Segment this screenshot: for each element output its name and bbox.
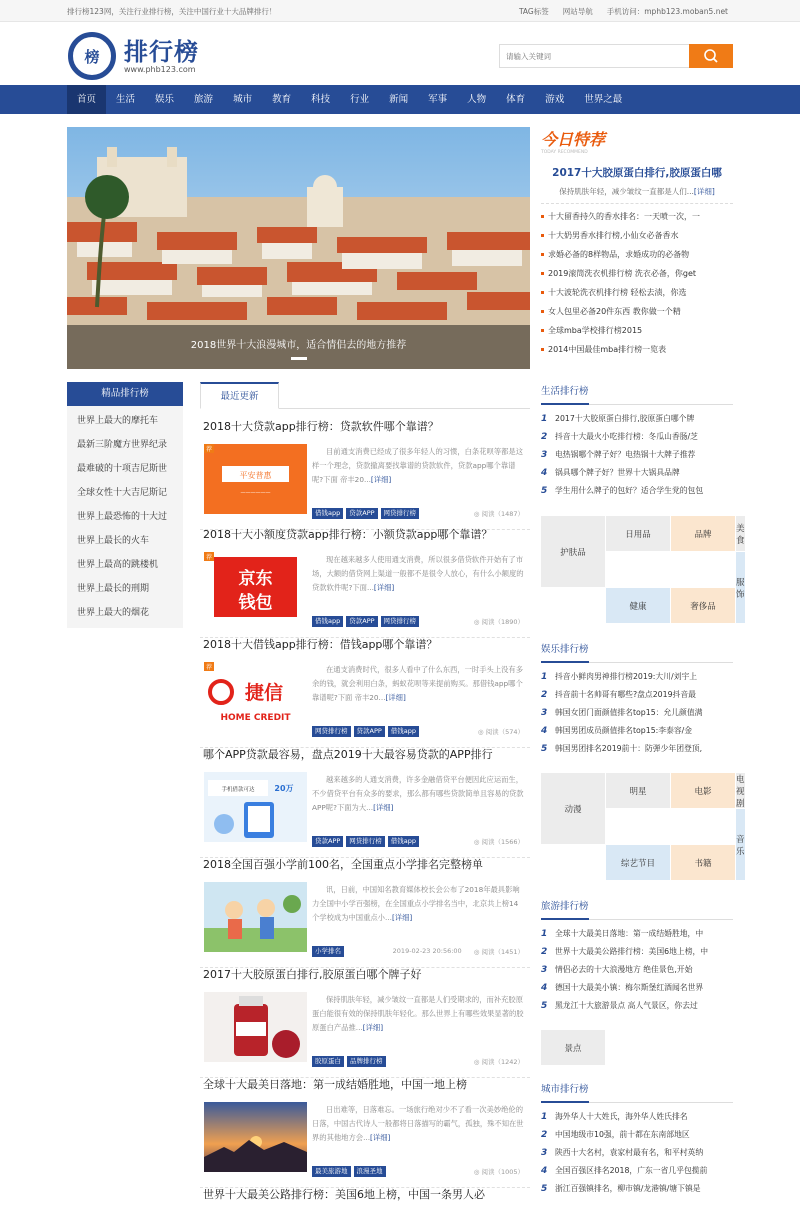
rank-number: 5 xyxy=(541,1001,548,1011)
rank-item[interactable] xyxy=(541,1162,733,1180)
post-item xyxy=(200,1186,530,1204)
nav-item[interactable]: 游戏 xyxy=(545,94,565,105)
post-excerpt xyxy=(312,883,524,925)
post-tags xyxy=(312,1056,386,1067)
post-tags xyxy=(312,836,419,847)
post-excerpt xyxy=(312,993,524,1035)
featured-item[interactable]: 世界上最高的跳楼机 xyxy=(77,560,159,570)
search-input[interactable] xyxy=(499,44,689,68)
rank-item-label: 陕西十大名村，袁家村最有名，和平村英纳 xyxy=(555,1148,704,1157)
today-item[interactable]: 全球mba学校排行榜2015 xyxy=(541,321,733,340)
site-slogan: 排行榜123网，关注行业排行榜，关注中国行业十大品牌排行！ xyxy=(67,7,277,16)
post-item xyxy=(200,636,530,736)
nav-item[interactable]: 首页 xyxy=(67,85,106,114)
post-item xyxy=(200,966,530,1066)
rank-item-label: 韩国男团排名2019前十：防弹少年团登顶, xyxy=(555,744,703,753)
rank-number: 2 xyxy=(541,690,548,700)
paren: （ xyxy=(494,1058,501,1066)
rank-number: 5 xyxy=(541,744,548,754)
rank-number: 5 xyxy=(541,1184,548,1194)
today-item[interactable]: 2019滚筒洗衣机排行榜 洗衣必备，你get xyxy=(541,264,733,283)
rank-number: 2 xyxy=(541,947,548,957)
post-title[interactable]: 世界十大最美公路排行榜：美国6地上榜，中国一条男人必 xyxy=(203,1188,485,1201)
travel-rank-title: 旅游排行榜 xyxy=(541,897,733,920)
rank-number: 5 xyxy=(541,486,548,496)
nav-item[interactable]: 世界之最 xyxy=(584,94,623,105)
rank-item[interactable] xyxy=(541,410,733,428)
travel-category-grid xyxy=(541,1030,733,1065)
site-logo[interactable] xyxy=(68,32,199,80)
rank-number: 2 xyxy=(541,432,548,442)
today-title[interactable]: 2017十大胶原蛋白排行,胶原蛋白哪 xyxy=(552,167,722,179)
paren: ） xyxy=(517,728,524,736)
today-item[interactable]: 求婚必备的8样物品，求婚成功的必备物 xyxy=(541,245,733,264)
rank-number: 2 xyxy=(541,1130,548,1140)
detail-link[interactable]: [详细] xyxy=(362,1023,384,1032)
views-label: 阅读 xyxy=(481,948,495,956)
ent-rank-title: 娱乐排行榜 xyxy=(541,640,733,663)
detail-link[interactable]: [详细] xyxy=(391,913,413,922)
rank-item-label: 抖音十大最火小吃排行榜：冬瓜山香肠/芝 xyxy=(555,432,698,441)
rank-item-label: 学生用什么牌子的包好？适合学生党的包包 xyxy=(555,486,704,495)
cat-daily[interactable]: 日用品 xyxy=(606,516,670,551)
rank-item[interactable] xyxy=(541,997,733,1015)
detail-link[interactable]: [详细] xyxy=(373,583,395,592)
views-count: 1005 xyxy=(500,1168,518,1176)
rank-number: 3 xyxy=(541,450,548,460)
rank-number: 3 xyxy=(541,708,548,718)
rank-item-label: 全球十大最美日落地：第一成结婚胜地，中 xyxy=(555,929,704,938)
post-title[interactable]: 2017十大胶原蛋白排行,胶原蛋白哪个牌子好 xyxy=(203,968,422,981)
tag-link[interactable]: 借钱app xyxy=(388,836,419,847)
cat-variety[interactable]: 综艺节目 xyxy=(606,845,670,880)
today-item[interactable]: 十大奶男香水排行榜,小仙女必备香水 xyxy=(541,226,733,245)
eye-icon: ◎ xyxy=(473,948,482,956)
rank-item[interactable] xyxy=(541,925,733,943)
featured-item[interactable]: 最新三阶魔方世界纪录 xyxy=(77,440,168,450)
rank-item[interactable] xyxy=(541,740,733,758)
post-thumbnail[interactable] xyxy=(204,444,307,514)
rank-item-label: 德国十大最美小镇：梅尔斯堡红酒闻名世界 xyxy=(555,983,704,992)
rank-item[interactable] xyxy=(541,482,733,500)
paren: ） xyxy=(517,838,524,846)
post-item xyxy=(200,746,530,846)
cat-books[interactable]: 书籍 xyxy=(671,845,735,880)
rank-item[interactable] xyxy=(541,428,733,446)
post-meta xyxy=(474,1057,524,1066)
views-label: 阅读 xyxy=(481,510,495,518)
rank-item-label: 2017十大胶原蛋白排行,胶原蛋白哪个牌 xyxy=(555,414,695,423)
life-rank xyxy=(541,382,733,500)
tag-link[interactable]: 网贷排行榜 xyxy=(312,726,351,737)
post-thumbnail[interactable] xyxy=(204,882,307,952)
tag-link[interactable]: 借钱app xyxy=(388,726,419,737)
rank-number: 4 xyxy=(541,1166,548,1176)
post-tags xyxy=(312,946,344,957)
recent-updates xyxy=(200,382,530,1201)
cat-clothing[interactable]: 服饰 xyxy=(736,552,745,623)
nav-item[interactable]: 行业 xyxy=(350,94,370,105)
tag-link[interactable]: 网贷排行榜 xyxy=(346,836,385,847)
post-item xyxy=(200,418,530,518)
nav-item[interactable]: 新闻 xyxy=(389,94,409,105)
header xyxy=(0,22,800,85)
post-excerpt xyxy=(312,773,524,815)
rank-item[interactable] xyxy=(541,446,733,464)
today-item[interactable]: 女人包里必备20件东西 教你做一个精 xyxy=(541,302,733,321)
post-item xyxy=(200,1076,530,1176)
post-views xyxy=(478,727,524,736)
views-label: 阅读 xyxy=(485,728,499,736)
banner-caption[interactable]: 2018世界十大浪漫城市，适合情侣去的地方推荐 xyxy=(67,325,530,369)
svg-text:手机借款可达: 手机借款可达 xyxy=(221,787,255,793)
rank-number: 4 xyxy=(541,468,548,478)
featured-item[interactable]: 世界上最大的摩托车 xyxy=(77,416,159,426)
views-count: 1890 xyxy=(500,618,518,626)
post-views xyxy=(474,509,524,518)
paren: ） xyxy=(517,1058,524,1066)
nav-item[interactable]: 科技 xyxy=(311,94,331,105)
tag-link[interactable]: 品牌排行榜 xyxy=(347,1056,386,1067)
nav-item[interactable]: 城市 xyxy=(233,94,253,105)
search-button[interactable] xyxy=(689,44,733,68)
rank-item-label: 浙江百强镇排名，柳市镇/龙港镇/塘下镇是 xyxy=(555,1184,701,1193)
detail-link[interactable]: [详细] xyxy=(373,803,394,812)
paren: （ xyxy=(494,948,501,956)
featured-title: 精品排行榜 xyxy=(67,382,183,406)
rank-item[interactable] xyxy=(541,1144,733,1162)
ent-category-grid xyxy=(541,773,745,880)
featured-item[interactable]: 世界上最长的火车 xyxy=(77,536,150,546)
rank-number: 1 xyxy=(541,1112,548,1122)
featured-item[interactable]: 世界上最大的烟花 xyxy=(77,608,150,618)
post-meta xyxy=(474,1167,524,1176)
nav-item[interactable]: 生活 xyxy=(116,94,136,105)
post-excerpt xyxy=(312,445,524,487)
tag-link[interactable]: 贷款APP xyxy=(346,616,377,627)
detail-link[interactable]: [详细] xyxy=(385,693,406,702)
post-title[interactable]: 哪个APP贷款最容易，盘点2019十大最容易贷款的APP排行 xyxy=(203,748,493,761)
cat-star[interactable]: 明星 xyxy=(606,773,670,808)
post-excerpt xyxy=(312,1103,524,1145)
svg-text:京东: 京东 xyxy=(238,569,273,589)
views-count: 1487 xyxy=(500,510,518,518)
nav-item[interactable]: 军事 xyxy=(428,94,448,105)
logo-url: www.phb123.com xyxy=(124,64,196,74)
cat-luxury[interactable]: 奢侈品 xyxy=(671,588,735,623)
recommend-badge: 荐 xyxy=(206,554,213,561)
tab-recent[interactable]: 最近更新 xyxy=(200,382,279,409)
featured-item[interactable]: 世界上最恐怖的十大过 xyxy=(77,512,168,522)
tag-link[interactable]: TAG标签 xyxy=(518,7,549,16)
post-views xyxy=(474,837,524,846)
cat-food[interactable]: 美食 xyxy=(736,516,745,551)
tag-link[interactable]: 网贷排行榜 xyxy=(381,508,420,519)
svg-text:——————: —————— xyxy=(240,490,271,496)
cat-music[interactable]: 音乐 xyxy=(736,809,745,880)
tag-link[interactable]: 贷款APP xyxy=(312,836,343,847)
rank-number: 1 xyxy=(541,672,548,682)
today-recommend xyxy=(541,127,733,359)
logo-mark-icon: 榜 xyxy=(68,32,116,80)
rank-item-label: 世界十大最美公路排行榜：美国6地上榜，中 xyxy=(555,947,709,956)
rank-item[interactable] xyxy=(541,722,733,740)
recommend-badge: 荐 xyxy=(206,446,213,453)
excerpt-text: 保持肌肤年轻，减少皱纹一直都是人们受期求的，而补充胶原蛋白能很有效的保持肌肤年轻化。那么世界上有哪些效果显著的胶原蛋白产品推... xyxy=(312,995,524,1032)
tag-link[interactable]: 胶原蛋白 xyxy=(312,1056,344,1067)
rank-number: 4 xyxy=(541,983,548,993)
rank-item-label: 锅具哪个牌子好？世界十大锅具品牌 xyxy=(555,468,680,477)
paren: （ xyxy=(494,838,501,846)
rank-item[interactable] xyxy=(541,979,733,997)
post-views xyxy=(474,1167,524,1176)
excerpt-text: 在通支消费时代，很多人看中了什么东西，一时手头上没有多余的钱，就会利用白条，蚂蚁花呗等来提前购买。那借钱app哪个靠谱呢?下面 帝丰20... xyxy=(312,665,524,702)
rank-number: 3 xyxy=(541,1148,548,1158)
rank-number: 4 xyxy=(541,726,548,736)
views-label: 阅读 xyxy=(481,1058,495,1066)
cat-tv[interactable]: 电视剧 xyxy=(736,774,745,809)
recommend-badge: 荐 xyxy=(206,664,213,671)
rank-item[interactable] xyxy=(541,464,733,482)
post-title[interactable]: 2018十大借钱app排行榜：借钱app哪个靠谱？ xyxy=(203,638,438,651)
rank-item[interactable] xyxy=(541,686,733,704)
post-thumbnail[interactable] xyxy=(204,992,307,1062)
search-box xyxy=(499,44,733,68)
featured-item[interactable]: 全球女性十大吉尼斯记 xyxy=(77,488,168,498)
excerpt-text: 目前通支消费已经成了很多年轻人的习惯，白条花呗等都是这样一个理念，贷款撤离要找靠谱的贷款软件，贷款app哪个靠谱呢?下面 帝丰20... xyxy=(312,447,524,484)
today-item[interactable]: 十大波轮洗衣机排行榜 轻松去渍，你选 xyxy=(541,283,733,302)
post-thumbnail[interactable] xyxy=(204,552,307,622)
eye-icon: ◎ xyxy=(473,618,482,626)
detail-link[interactable]: [详细] xyxy=(370,1133,391,1142)
post-meta xyxy=(393,947,524,956)
life-rank-title: 生活排行榜 xyxy=(541,382,733,405)
rank-item[interactable] xyxy=(541,961,733,979)
search-icon xyxy=(703,48,719,64)
excerpt-text: 越来越多的人通支消费，许多金融借贷平台便因此应运而生，不少借贷平台有众多的要求，那么都有哪些贷款简单且容易的贷款APP呢?下面为大... xyxy=(312,775,524,812)
rank-number: 3 xyxy=(541,965,548,975)
today-logo: 今日特荐 TODAY RECOMMEND xyxy=(541,130,606,155)
post-meta xyxy=(478,727,524,736)
post-tags xyxy=(312,726,419,737)
tag-link[interactable]: 贷款APP xyxy=(354,726,385,737)
post-title[interactable]: 2018十大小额度贷款app排行榜：小额贷款app哪个靠谱？ xyxy=(203,528,493,541)
rank-item-label: 电热锅哪个牌子好？电热锅十大牌子推荐 xyxy=(555,450,696,459)
rank-item[interactable] xyxy=(541,1180,733,1198)
tag-link[interactable]: 网贷排行榜 xyxy=(381,616,420,627)
cat-movie[interactable]: 电影 xyxy=(671,773,735,808)
banner-slider[interactable] xyxy=(67,127,530,369)
mobile-link[interactable]: 手机访问：mphb123.moban5.net xyxy=(606,7,728,16)
paren: （ xyxy=(494,510,501,518)
logo-title: 排行榜 xyxy=(124,36,199,66)
post-title[interactable]: 全球十大最美日落地：第一成结婚胜地，中国一地上榜 xyxy=(203,1078,467,1091)
nav-item[interactable]: 教育 xyxy=(272,94,292,105)
rank-item-label: 抖音前十名帅哥有哪些?盘点2019抖音最 xyxy=(555,690,696,699)
eye-icon: ◎ xyxy=(473,510,482,518)
tag-link[interactable]: 浪漫圣地 xyxy=(354,1166,386,1177)
post-item xyxy=(200,526,530,626)
cat-skincare[interactable]: 护肤品 xyxy=(541,516,605,587)
paren: ） xyxy=(517,1168,524,1176)
rank-item[interactable] xyxy=(541,1126,733,1144)
post-meta xyxy=(474,617,524,626)
tag-link[interactable]: 小学排名 xyxy=(312,946,344,957)
detail-link[interactable]: [详细] xyxy=(693,187,715,196)
tag-link[interactable]: 贷款APP xyxy=(346,508,377,519)
post-views xyxy=(474,617,524,626)
cat-brand[interactable]: 品牌 xyxy=(671,516,735,551)
excerpt-text: 日出难等，日落难忘。一场旅行绝对少不了看一次美妙绝伦的日落，中国古代诗人一般都将日落描写的霸气，孤独，殊不知在世界的其他地方会... xyxy=(312,1105,524,1142)
cat-scenic[interactable]: 景点 xyxy=(541,1030,605,1065)
tag-link[interactable]: 最美旅游地 xyxy=(312,1166,351,1177)
today-item[interactable]: 2014中国最佳mba排行榜一览表 xyxy=(541,340,733,359)
svg-text:钱包: 钱包 xyxy=(238,593,273,613)
slider-indicator[interactable] xyxy=(291,357,307,360)
rank-item-label: 情侣必去的十大浪漫地方 绝佳景色,开始 xyxy=(555,965,693,974)
nav-item[interactable]: 娱乐 xyxy=(155,94,175,105)
top-bar xyxy=(0,0,800,22)
paren: （ xyxy=(498,728,506,736)
eye-icon: ◎ xyxy=(473,838,482,846)
post-meta xyxy=(474,837,524,846)
post-tags xyxy=(312,616,419,627)
views-label: 阅读 xyxy=(481,618,495,626)
cat-health[interactable]: 健康 xyxy=(606,588,670,623)
tag-link[interactable]: 借钱app xyxy=(312,616,343,627)
rank-item-label: 韩国女团门面颜值排名top15：允儿颜值满 xyxy=(555,708,703,717)
paren: ） xyxy=(517,510,524,518)
views-label: 阅读 xyxy=(481,838,495,846)
tag-link[interactable]: 借钱app xyxy=(312,508,343,519)
featured-item[interactable]: 世界上最长的刑期 xyxy=(77,584,150,594)
nav-item[interactable]: 体育 xyxy=(506,94,526,105)
post-thumbnail[interactable] xyxy=(204,662,307,732)
nav-item[interactable]: 人物 xyxy=(467,94,487,105)
city-rank xyxy=(541,1080,733,1198)
rank-item-label: 海外华人十大姓氏，海外华人姓氏排名 xyxy=(555,1112,688,1121)
eye-icon: ◎ xyxy=(477,728,486,736)
main-nav xyxy=(0,85,800,114)
paren: （ xyxy=(494,618,501,626)
svg-text:HOME CREDIT: HOME CREDIT xyxy=(220,713,291,723)
post-title[interactable]: 2018全国百强小学前100名，全国重点小学排名完整榜单 xyxy=(203,858,483,871)
nav-item[interactable]: 旅游 xyxy=(194,94,214,105)
post-title[interactable]: 2018十大贷款app排行榜：贷款软件哪个靠谱？ xyxy=(203,420,439,433)
post-meta xyxy=(474,509,524,518)
detail-link[interactable]: [详细] xyxy=(370,475,392,484)
rank-item-label: 全国百强区排名2018，广东一省几乎包揽前 xyxy=(555,1166,708,1175)
rank-item[interactable] xyxy=(541,943,733,961)
paren: （ xyxy=(494,1168,501,1176)
views-count: 1566 xyxy=(500,838,518,846)
rank-number: 1 xyxy=(541,414,548,424)
excerpt-text: 现在越来越多人使用通支消费，所以很多借贷软件开始有了市场，大额的借贷网上渠道一般都不是很令人放心，有什么小额度的贷款软件呢?下面... xyxy=(312,555,524,592)
rank-item-label: 中国地级市10强，前十都在东南部地区 xyxy=(555,1130,690,1139)
svg-text:平安普惠: 平安普惠 xyxy=(239,471,272,480)
site-nav-link[interactable]: 网站导航 xyxy=(562,7,593,16)
ent-rank xyxy=(541,640,733,758)
paren: ） xyxy=(517,948,524,956)
views-label: 阅读 xyxy=(481,1168,495,1176)
views-count: 1242 xyxy=(500,1058,518,1066)
views-count: 574 xyxy=(505,728,518,736)
featured-rank xyxy=(67,382,183,628)
views-count: 1451 xyxy=(500,948,518,956)
rank-item-label: 韩国男团成员颜值排名top15:李泰容/金 xyxy=(555,726,693,735)
post-thumbnail[interactable] xyxy=(204,772,307,842)
rank-number: 1 xyxy=(541,929,548,939)
excerpt-text: 讯，日前，中国知名教育媒体校长会公布了2018年最具影响力全国中小学百强榜，在全国重点小学排名当中，北京共上榜14个学校成为中国重点小... xyxy=(312,885,520,922)
rank-item[interactable] xyxy=(541,1108,733,1126)
svg-text:捷信: 捷信 xyxy=(244,682,284,704)
life-category-grid xyxy=(541,516,745,659)
post-tags xyxy=(312,1166,386,1177)
post-thumbnail[interactable] xyxy=(204,1102,307,1172)
rank-item-label: 抖音小鲜肉男神排行榜2019:大川/刘宇上 xyxy=(555,672,698,681)
paren: ） xyxy=(517,618,524,626)
post-excerpt xyxy=(312,663,524,705)
post-views xyxy=(474,947,524,956)
svg-text:20万: 20万 xyxy=(274,784,294,793)
eye-icon: ◎ xyxy=(473,1168,482,1176)
post-views xyxy=(474,1057,524,1066)
rank-item[interactable] xyxy=(541,668,733,686)
travel-rank xyxy=(541,897,733,1015)
city-rank-title: 城市排行榜 xyxy=(541,1080,733,1103)
eye-icon: ◎ xyxy=(473,1058,482,1066)
post-item xyxy=(200,856,530,956)
today-desc: 保持肌肤年轻，减少皱纹一直都是人们...[详细] xyxy=(541,186,733,204)
post-tags xyxy=(312,508,419,519)
post-excerpt xyxy=(312,553,524,595)
today-item[interactable]: 十大留香持久的香水排名：一天喷一次，一 xyxy=(541,207,733,226)
featured-item[interactable]: 最难破的十项吉尼斯世 xyxy=(77,464,168,474)
cat-anime[interactable]: 动漫 xyxy=(541,773,605,844)
rank-item[interactable] xyxy=(541,704,733,722)
post-date: 2019-02-23 20:56:00 xyxy=(392,947,462,955)
rank-item-label: 黑龙江十大旅游景点 高人气景区，你去过 xyxy=(555,1001,698,1010)
